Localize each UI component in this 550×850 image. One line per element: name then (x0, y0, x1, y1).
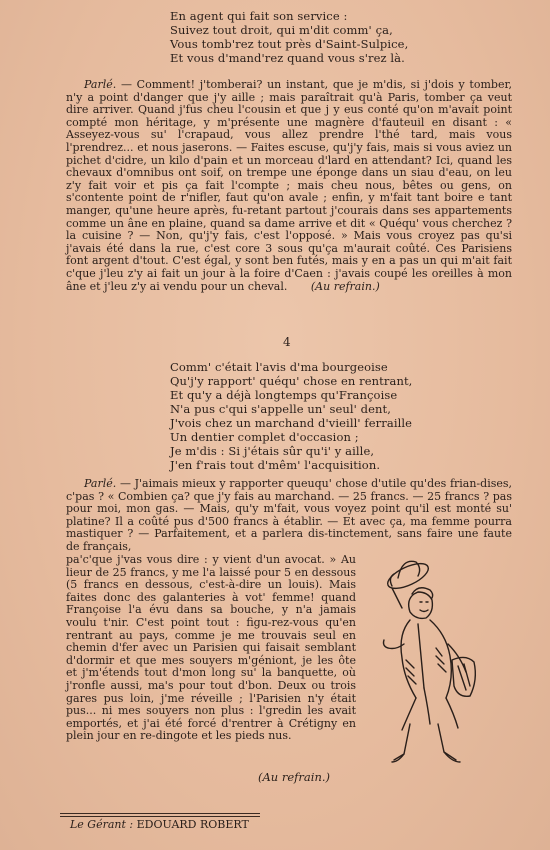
footer-rule (60, 816, 260, 817)
refrain-marker-2: (Au refrain.) (258, 770, 330, 784)
footer-rule (60, 813, 260, 814)
spoken-passage-2-wrapped: pa'c'que j'vas vous dire : y vient d'un avocat. » Au lieur de 25 francs, y me l'a laissé pour 5 en dessous (5 francs en dessous, c'est-à-dire un louis). Mais faites donc des galanteries à vot' femme! quand Françoise l'a évu dans sa bouche, y n'a jamais voulu t'nir. C'est point tout : figu-rez-vous qu'en rentrant au pays, comme je me trouvais seul en chemin d'fer avec un Parisien qui faisait semblant d'dormir et que mes souyers m'géniont, je les ôte et j'm'étends tout d'mon long su' la banquette, où j'ronfle aussi, ma's pour tout d'bon. Deux ou trois gares pus loin, j'me réveille ; l'Parisien n'y était pus... ni mes souyers non plus : l'gredin les avait emportés, et j'ai été forcé d'rentrer à Crétigny en plein jour en re-dingote et les pieds nus. (66, 553, 356, 743)
verse-line: Un dentier complet d'occasion ; (170, 430, 359, 444)
gerant-name: EDOUARD ROBERT (136, 818, 249, 831)
verse-line: Qu'j'y rapport' quéqu' chose en rentrant, (170, 374, 413, 388)
refrain-marker: (Au refrain.) (310, 279, 380, 293)
verse-line: Suivez tout droit, qui m'dit comm' ça, (170, 23, 393, 37)
verse-3-end (170, 9, 408, 65)
verse-line: Je m'dis : Si j'étais sûr qu'i' y aille, (170, 444, 375, 458)
verse-number: 4 (283, 335, 291, 349)
verse-line: J'vois chez un marchand d'vieill' ferraille (170, 416, 413, 430)
verse-line: Et qu'y a déjà longtemps qu'Françoise (170, 388, 398, 402)
verse-line: Vous tomb'rez tout près d'Saint-Sulpice, (170, 37, 409, 51)
spoken-passage-2 (66, 478, 512, 554)
gerant-label: Le Gérant : (70, 818, 134, 831)
peasant-illustration (358, 548, 518, 770)
parle-label: Parlé. (84, 78, 117, 91)
verse-line: En agent qui fait son service : (170, 9, 348, 23)
verse-line: N'a pus c'qui s'appelle un' seul' dent, (170, 402, 392, 416)
spoken-passage-1 (66, 79, 512, 293)
parle-text: — J'aimais mieux y rapporter queuqu' chose d'utile qu'des frian-dises, c'pas ? « Combien ça? que j'y fais au marchand. — 25 francs. — 25 francs ? pas pour moi, mon gas. — Mais, qu'y m'fait, vous voyez point qu'il est monté su' platine? Il a coûté pus d'500 francs à établir. — Et avec ça, ma femme pourra mastiquer ? — Parfaitement, et a parlera dis-tinctement, sans faire une faute de français, (66, 477, 513, 553)
parle-text: — Comment! j'tomberai? un instant, que je m'dis, si j'dois y tomber, n'y a point d'danger que j'y aille ; mais paraîtrait qu'à Paris, tomber ça veut dire arriver. Quand j'fus cheu l'cousin et que j y eus conté qu'on m'avait point compté mon héritage, y m'présente une magnère d'fauteuil en disant : « Asseyez-vous su' l'crapaud, vous allez prendre l'thé tard, mais vous l'prendrez... et nous jaserons. — Faites escuse, qu'j'y fais, mais si vous aviez un pichet d'cidre, un kilo d'pain et un morceau d'lard en attendant? Ici, quand les chevaux d'omnibus ont soif, on trempe une éponge dans un siau d'eau, on leu z'y fait voir et pis ça fait l'compte ; mais cheu nous, bêtes ou gens, on s'contente point de r'nifler, faut qu'on avale ; enfin, y m'fait tant boire e tant manger, qu'une heure après, fu-retant partout j'courais dans ses appartements comme un âne en plaine, quand sa dame arrive et dit « Quéqu' vous cherchez ? la cuisine ? — Non, qu'j'y fais, c'est l'opposé. » Mais vous croyez pas qu'si j'avais été dans la rue, c'est core 3 sous qu'ça m'aurait coûté. Ces Parisiens font argent d'tout. C'est égal, y sont ben futés, mais y en a pas un qui m'ait fait c'que j'leu z'y ai fait un jour à la foire d'Caen : j'avais coupé les oreilles à mon âne et j'leu z'y ai vendu pour un cheval. (66, 78, 512, 293)
verse-4 (170, 360, 412, 472)
verse-line: Et vous d'mand'rez quand vous s'rez là. (170, 51, 405, 65)
verse-line: J'en f'rais tout d'mêm' l'acquisition. (170, 458, 381, 472)
footer (70, 818, 249, 831)
verse-line: Comm' c'était l'avis d'ma bourgeoise (170, 360, 388, 374)
parle-label: Parlé. (84, 477, 117, 490)
